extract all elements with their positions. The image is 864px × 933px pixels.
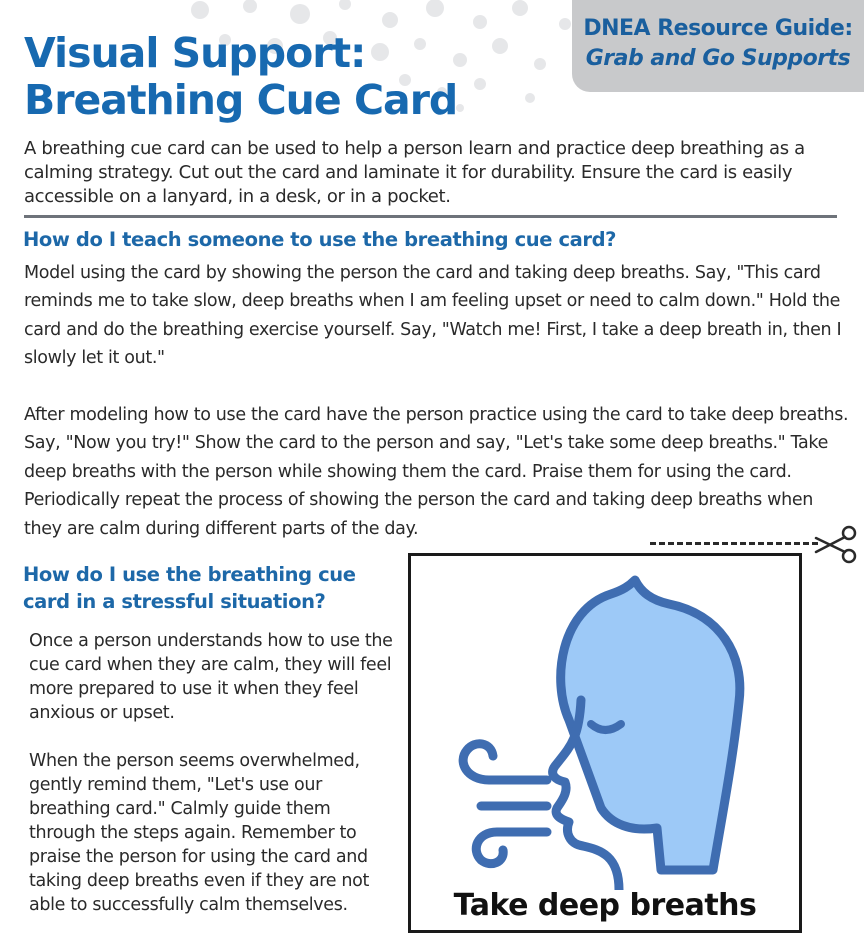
- cut-line: [650, 542, 818, 545]
- stress-heading-line1: How do I use the breathing cue: [23, 563, 356, 586]
- deep-breath-face-icon: [451, 570, 751, 890]
- teach-heading: How do I teach someone to use the breathing cue card?: [23, 228, 617, 251]
- section-divider: [24, 215, 837, 218]
- stress-heading: [23, 561, 373, 615]
- stress-paragraph-2: When the person seems overwhelmed, gently remind them, "Let's use our breathing card." Calmly guide them through the steps again. Remember to praise the person for using the card and taking deep breaths even if they are not able to successfully calm themselves.: [29, 751, 369, 915]
- stress-section-body: [29, 629, 399, 917]
- teach-paragraph-1: Model using the card by showing the person the card and taking deep breaths. Say, "This card reminds me to take slow, deep breaths when I am feeling upset or need to calm down." Hold the card and do the breathing exercise yourself. Say, "Watch me! First, I take a deep breath in, then I slowly let it out.": [24, 263, 842, 369]
- stress-paragraph-1: Once a person understands how to use the cue card when they are calm, they will feel more prepared to use it when they feel anxious or upset.: [29, 631, 393, 723]
- guide-subtitle: Grab and Go Supports: [585, 46, 851, 71]
- teach-paragraph-2: After modeling how to use the card have the person practice using the card to take deep breaths. Say, "Now you try!" Show the card to the person and say, "Let's take some deep breaths." Take deep breaths with the person while showing them the card. Praise them for using the card. Periodically repeat the process of showing the person the card and taking deep breaths when they are calm during different parts of the day.: [24, 405, 849, 539]
- stress-heading-line2: card in a stressful situation?: [23, 590, 326, 613]
- card-label: Take deep breaths: [453, 888, 757, 923]
- teach-section-body: [24, 259, 854, 543]
- page-title-line2: Breathing Cue Card: [24, 76, 458, 124]
- scissors-icon: [814, 525, 860, 565]
- page-title-line1: Visual Support:: [24, 29, 366, 77]
- guide-title: DNEA Resource Guide:: [583, 16, 853, 41]
- page-title: [24, 30, 457, 124]
- resource-guide-tab: [572, 0, 864, 92]
- intro-paragraph: A breathing cue card can be used to help a person learn and practice deep breathing as a calming strategy. Cut out the card and laminate it for durability. Ensure the card is easily accessible on a lanyard, in a desk, or in a pocket.: [24, 138, 805, 207]
- breathing-cue-card: [408, 553, 802, 933]
